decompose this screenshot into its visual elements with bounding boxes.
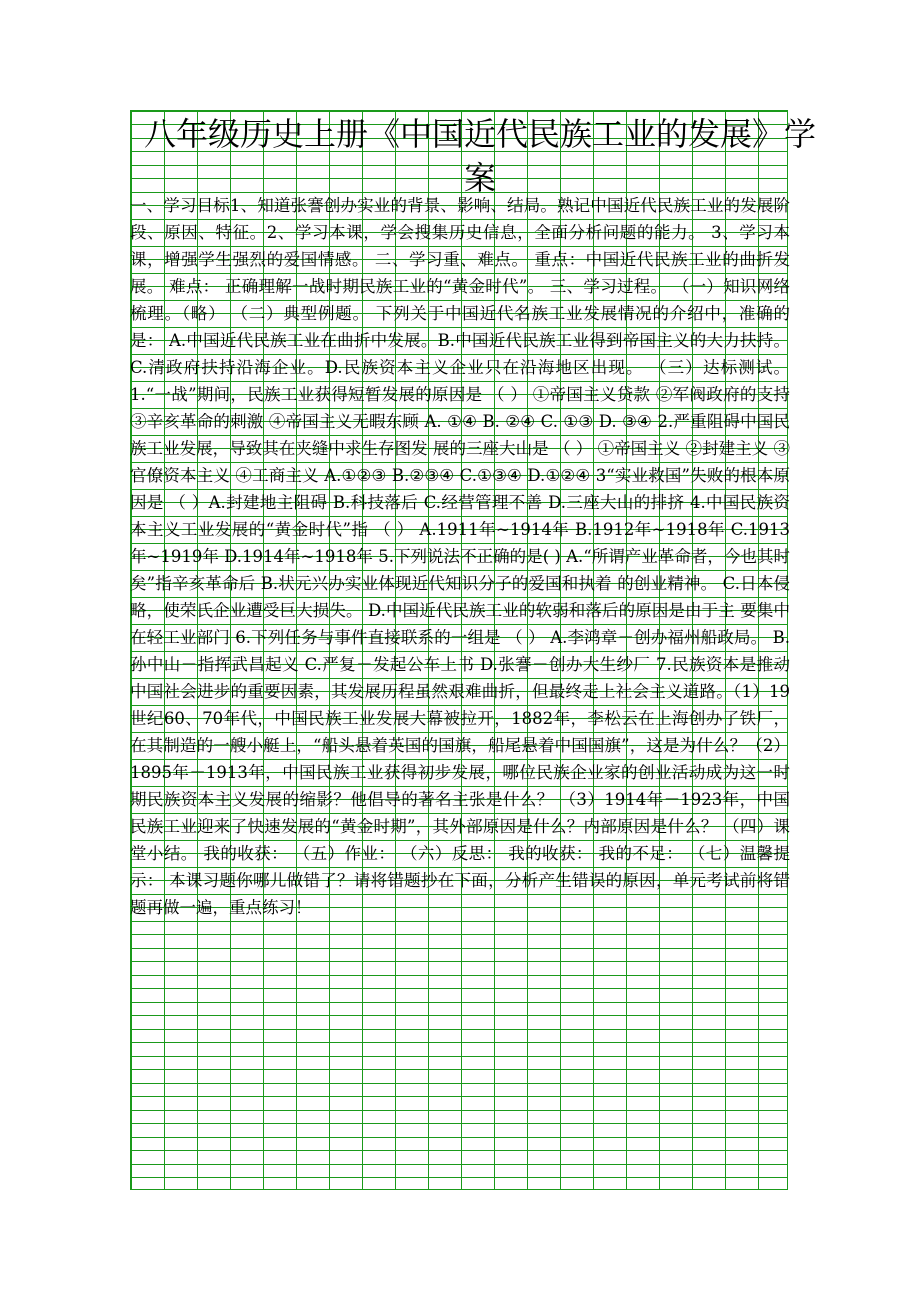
- document-body: 一、学习目标1、知道张謇创办实业的背景、影响、结局。熟记中国近代民族工业的发展阶段、原因、特征。2、学习本课，学会搜集历史信息，全面分析问题的能力。 3、学习本课，增强学生强烈的爱国情感。 二、学习重、难点。 重点：中国近代民族工业的曲折发展。 难点： 正确理解一战时期民族工业的“黄金时代”。 三、学习过程。 （一）知识网络梳理。（略） （二）典型例题。 下列关于中国近代名族工业发展情况的介绍中，准确的是： A.中国近代民族工业在曲折中发展。B.中国近代民族工业得到帝国主义的大力扶持。C.清政府扶持沿海企业。D.民族资本主义企业只在沿海地区出现。 （三）达标测试。 1.“一战”期间，民族工业获得短暂发展的原因是 （ ） ①帝国主义贷款 ②军阀政府的支持 ③辛亥革命的刺激 ④帝国主义无暇东顾 A. ①④ B. ②④ C. ①③ D. ③④ 2.严重阻碍中国民族工业发展，导致其在夹缝中求生存图发 展的三座大山是 （ ） ①帝国主义 ②封建主义 ③官僚资本主义 ④工商主义 A.①②③ B.②③④ C.①③④ D.①②④ 3“实业救国”失败的根本原因是 （ ）A.封建地主阻碍 B.科技落后 C.经营管理不善 D.三座大山的排挤 4.中国民族资本主义工业发展的“黄金时代”指 （ ） A.1911年~1914年 B.1912年~1918年 C.1913年~1919年 D.1914年~1918年 5.下列说法不正确的是( ) A.“所谓产业革命者，今也其时矣”指辛亥革命后 B.状元兴办实业体现近代知识分子的爱国和执着 的创业精神。 C.日本侵略，使荣氏企业遭受巨大损失。 D.中国近代民族工业的软弱和落后的原因是由于主 要集中在轻工业部门 6.下列任务与事件直接联系的一组是 （ ） A.李鸿章－创办福州船政局。 B.孙中山－指挥武昌起义 C.严复－发起公车上书 D.张謇－创办大生纱厂 7.民族资本是推动中国社会进步的重要因素，其发展历程虽然艰难曲折，但最终走上社会主义道路。（1）19世纪60、70年代，中国民族工业发展大幕被拉开，1882年，李松云在上海创办了铁厂，在其制造的一艘小艇上，“船头悬着英国的国旗，船尾悬着中国国旗”，这是为什么？（2）1895年－1913年，中国民族工业获得初步发展，哪位民族企业家的创业活动成为这一时期民族资本主义发展的缩影？他倡导的著名主张是什么？ （3）1914年－1923年，中国民族工业迎来了快速发展的“黄金时期”，其外部原因是什么？内部原因是什么？ （四）课堂小结。 我的收获： （五）作业： （六）反思： 我的收获： 我的不足： （七）温馨提示： 本课习题你哪儿做错了？请将错题抄在下面，分析产生错误的原因，单元考试前将错题再做一遍，重点练习！: [130, 196, 790, 917]
- document-title: 八年级历史上册《中国近代民族工业的发展》学案: [143, 115, 816, 197]
